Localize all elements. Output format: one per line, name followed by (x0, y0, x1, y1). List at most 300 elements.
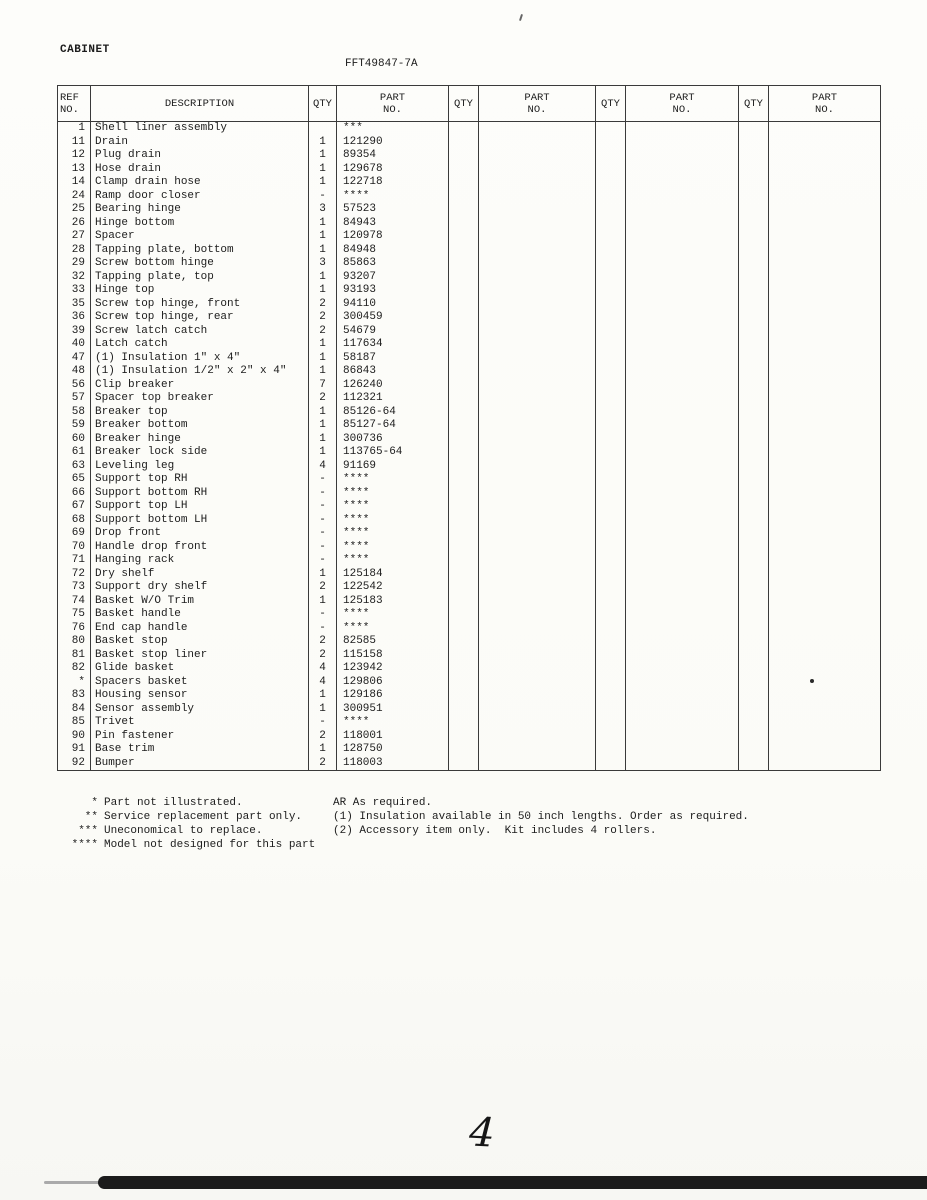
ref-no-cell: 65 (58, 473, 91, 487)
part-no-cell-empty-2 (479, 689, 596, 703)
part-no-cell-empty-4 (769, 743, 881, 757)
part-no-cell-empty-3 (626, 703, 739, 717)
part-no-cell: 120978 (337, 230, 449, 244)
description-cell: Support top RH (91, 473, 309, 487)
footnote-marker: * (91, 797, 98, 809)
qty-cell: 3 (309, 257, 337, 271)
footnote-line (58, 796, 315, 810)
table-row (58, 433, 881, 447)
page-number: 4 (468, 1109, 496, 1157)
qty-cell: 4 (309, 676, 337, 690)
table-row (58, 284, 881, 298)
qty-cell-empty-3 (596, 676, 626, 690)
part-no-cell-empty-2 (479, 446, 596, 460)
description-cell: Screw top hinge, rear (91, 311, 309, 325)
part-no-cell: 118003 (337, 757, 449, 771)
part-no-cell-empty-4 (769, 419, 881, 433)
footnote-text: Part not illustrated. (104, 797, 243, 809)
part-no-cell-empty-2 (479, 176, 596, 190)
qty-cell-empty-2 (449, 568, 479, 582)
qty-cell-empty-4 (739, 257, 769, 271)
part-no-cell: 86843 (337, 365, 449, 379)
qty-cell: 1 (309, 595, 337, 609)
part-no-cell-empty-3 (626, 757, 739, 771)
qty-cell: 1 (309, 433, 337, 447)
qty-cell-empty-4 (739, 622, 769, 636)
qty-cell-empty-2 (449, 460, 479, 474)
description-cell: Housing sensor (91, 689, 309, 703)
description-cell: Leveling leg (91, 460, 309, 474)
part-no-cell-empty-2 (479, 703, 596, 717)
ref-no-cell: 61 (58, 446, 91, 460)
part-no-cell-empty-4 (769, 568, 881, 582)
qty-cell-empty-3 (596, 622, 626, 636)
parts-table-body (58, 122, 881, 771)
table-row (58, 338, 881, 352)
qty-cell-empty-2 (449, 244, 479, 258)
part-no-cell-empty-4 (769, 190, 881, 204)
part-no-cell-empty-3 (626, 271, 739, 285)
qty-cell-empty-4 (739, 527, 769, 541)
qty-cell-empty-4 (739, 716, 769, 730)
table-row (58, 743, 881, 757)
part-no-cell: **** (337, 514, 449, 528)
part-no-cell: **** (337, 487, 449, 501)
qty-cell-empty-3 (596, 662, 626, 676)
scan-artifact (810, 679, 814, 683)
qty-cell: 2 (309, 635, 337, 649)
qty-cell-empty-3 (596, 689, 626, 703)
part-no-cell: 85127-64 (337, 419, 449, 433)
part-no-cell: 125183 (337, 595, 449, 609)
ref-no-cell: 25 (58, 203, 91, 217)
part-no-cell-empty-2 (479, 298, 596, 312)
qty-cell-empty-3 (596, 365, 626, 379)
description-cell: Hinge bottom (91, 217, 309, 231)
qty-cell-empty-4 (739, 190, 769, 204)
ref-no-cell: 71 (58, 554, 91, 568)
part-no-cell-empty-3 (626, 608, 739, 622)
description-cell: Breaker bottom (91, 419, 309, 433)
description-cell: Hanging rack (91, 554, 309, 568)
qty-cell-empty-2 (449, 311, 479, 325)
qty-cell: - (309, 716, 337, 730)
qty-cell-empty-2 (449, 514, 479, 528)
description-cell: Screw top hinge, front (91, 298, 309, 312)
qty-cell-empty-3 (596, 473, 626, 487)
part-no-cell-empty-2 (479, 257, 596, 271)
part-no-cell-empty-3 (626, 581, 739, 595)
part-no-cell-empty-3 (626, 230, 739, 244)
ref-no-cell: 1 (58, 122, 91, 136)
part-no-cell-empty-2 (479, 433, 596, 447)
qty-cell-empty-4 (739, 311, 769, 325)
qty-cell-empty-4 (739, 703, 769, 717)
part-no-cell-empty-2 (479, 730, 596, 744)
table-row (58, 190, 881, 204)
part-no-cell-empty-4 (769, 676, 881, 690)
qty-cell: - (309, 514, 337, 528)
table-row (58, 689, 881, 703)
table-row (58, 406, 881, 420)
col-header-ref-no: REF NO. (58, 86, 91, 122)
description-cell: Support top LH (91, 500, 309, 514)
part-no-cell-empty-2 (479, 487, 596, 501)
part-no-cell-empty-3 (626, 446, 739, 460)
ref-no-cell: * (58, 676, 91, 690)
part-no-cell-empty-2 (479, 554, 596, 568)
col-header-qty-2: QTY (449, 86, 479, 122)
qty-cell: 2 (309, 757, 337, 771)
ref-no-cell: 76 (58, 622, 91, 636)
part-no-cell-empty-3 (626, 244, 739, 258)
qty-cell-empty-2 (449, 230, 479, 244)
part-no-cell-empty-3 (626, 311, 739, 325)
ref-no-cell: 67 (58, 500, 91, 514)
part-no-cell-empty-4 (769, 635, 881, 649)
qty-cell-empty-4 (739, 473, 769, 487)
part-no-cell: **** (337, 527, 449, 541)
description-cell: Drop front (91, 527, 309, 541)
qty-cell: - (309, 554, 337, 568)
footnote-marker: **** (71, 839, 98, 851)
footnote-text: Uneconomical to replace. (104, 825, 263, 837)
qty-cell-empty-4 (739, 136, 769, 150)
qty-cell-empty-2 (449, 271, 479, 285)
qty-cell-empty-4 (739, 595, 769, 609)
part-no-cell-empty-2 (479, 581, 596, 595)
part-no-cell-empty-3 (626, 622, 739, 636)
part-no-cell-empty-4 (769, 730, 881, 744)
part-no-cell-empty-4 (769, 716, 881, 730)
ref-no-cell: 14 (58, 176, 91, 190)
description-cell: Support bottom LH (91, 514, 309, 528)
qty-cell-empty-2 (449, 554, 479, 568)
part-no-cell-empty-4 (769, 473, 881, 487)
qty-cell-empty-3 (596, 244, 626, 258)
qty-cell: 2 (309, 649, 337, 663)
qty-cell-empty-3 (596, 419, 626, 433)
ref-no-cell: 84 (58, 703, 91, 717)
part-no-cell-empty-3 (626, 433, 739, 447)
part-no-cell: 129806 (337, 676, 449, 690)
qty-cell-empty-2 (449, 487, 479, 501)
description-cell: Drain (91, 136, 309, 150)
qty-cell-empty-4 (739, 757, 769, 771)
qty-cell-empty-3 (596, 149, 626, 163)
qty-cell-empty-2 (449, 581, 479, 595)
part-no-cell-empty-4 (769, 379, 881, 393)
part-no-cell: 84948 (337, 244, 449, 258)
qty-cell: 1 (309, 217, 337, 231)
part-no-cell: 85863 (337, 257, 449, 271)
qty-cell: 1 (309, 244, 337, 258)
qty-cell-empty-2 (449, 298, 479, 312)
part-no-cell-empty-4 (769, 149, 881, 163)
qty-cell-empty-4 (739, 122, 769, 136)
qty-cell-empty-3 (596, 716, 626, 730)
qty-cell-empty-2 (449, 352, 479, 366)
part-no-cell-empty-2 (479, 352, 596, 366)
qty-cell-empty-4 (739, 298, 769, 312)
qty-cell-empty-4 (739, 163, 769, 177)
table-row (58, 568, 881, 582)
ref-no-cell: 72 (58, 568, 91, 582)
part-no-cell-empty-4 (769, 703, 881, 717)
qty-cell-empty-4 (739, 352, 769, 366)
part-no-cell: 82585 (337, 635, 449, 649)
col-header-qty-3: QTY (596, 86, 626, 122)
qty-cell-empty-2 (449, 365, 479, 379)
description-cell: Hose drain (91, 163, 309, 177)
table-header-row (58, 86, 881, 122)
qty-cell-empty-2 (449, 743, 479, 757)
part-no-cell: 91169 (337, 460, 449, 474)
ref-no-cell: 85 (58, 716, 91, 730)
scan-edge (44, 1181, 102, 1184)
description-cell: Sensor assembly (91, 703, 309, 717)
qty-cell-empty-3 (596, 554, 626, 568)
table-row (58, 581, 881, 595)
ref-no-cell: 11 (58, 136, 91, 150)
table-row (58, 635, 881, 649)
qty-cell-empty-4 (739, 662, 769, 676)
part-no-cell-empty-3 (626, 257, 739, 271)
part-no-cell-empty-3 (626, 149, 739, 163)
part-no-cell-empty-2 (479, 217, 596, 231)
part-no-cell-empty-4 (769, 136, 881, 150)
part-no-cell-empty-3 (626, 527, 739, 541)
ref-no-cell: 73 (58, 581, 91, 595)
table-row (58, 298, 881, 312)
qty-cell: - (309, 608, 337, 622)
part-no-cell-empty-3 (626, 203, 739, 217)
part-no-cell-empty-2 (479, 514, 596, 528)
qty-cell: 1 (309, 365, 337, 379)
qty-cell-empty-2 (449, 703, 479, 717)
part-no-cell-empty-2 (479, 622, 596, 636)
description-cell: Bearing hinge (91, 203, 309, 217)
qty-cell-empty-4 (739, 433, 769, 447)
qty-cell: 1 (309, 689, 337, 703)
part-no-cell-empty-3 (626, 163, 739, 177)
ref-no-cell: 29 (58, 257, 91, 271)
qty-cell-empty-4 (739, 244, 769, 258)
part-no-cell-empty-3 (626, 460, 739, 474)
qty-cell-empty-3 (596, 541, 626, 555)
part-no-cell: 125184 (337, 568, 449, 582)
ref-no-cell: 13 (58, 163, 91, 177)
qty-cell: - (309, 541, 337, 555)
ref-no-cell: 26 (58, 217, 91, 231)
table-row (58, 311, 881, 325)
part-no-cell-empty-2 (479, 325, 596, 339)
part-no-cell-empty-2 (479, 406, 596, 420)
part-no-cell-empty-3 (626, 325, 739, 339)
qty-cell-empty-2 (449, 392, 479, 406)
ref-no-cell: 48 (58, 365, 91, 379)
part-no-cell-empty-4 (769, 230, 881, 244)
part-no-cell: **** (337, 554, 449, 568)
part-no-cell-empty-2 (479, 568, 596, 582)
qty-cell-empty-2 (449, 217, 479, 231)
part-no-cell: **** (337, 608, 449, 622)
ref-no-cell: 82 (58, 662, 91, 676)
part-no-cell: 121290 (337, 136, 449, 150)
description-cell: Spacer (91, 230, 309, 244)
part-no-cell-empty-3 (626, 568, 739, 582)
qty-cell-empty-3 (596, 568, 626, 582)
scan-edge (98, 1176, 927, 1189)
table-row (58, 203, 881, 217)
part-no-cell-empty-2 (479, 500, 596, 514)
description-cell: Bumper (91, 757, 309, 771)
part-no-cell-empty-3 (626, 541, 739, 555)
part-no-cell-empty-4 (769, 122, 881, 136)
qty-cell-empty-3 (596, 757, 626, 771)
table-row (58, 379, 881, 393)
part-no-cell-empty-3 (626, 136, 739, 150)
part-no-cell-empty-4 (769, 689, 881, 703)
part-no-cell-empty-4 (769, 257, 881, 271)
qty-cell-empty-4 (739, 406, 769, 420)
qty-cell-empty-2 (449, 527, 479, 541)
part-no-cell-empty-3 (626, 190, 739, 204)
part-no-cell: 93207 (337, 271, 449, 285)
qty-cell: 1 (309, 703, 337, 717)
table-row (58, 662, 881, 676)
table-row (58, 217, 881, 231)
qty-cell: 7 (309, 379, 337, 393)
qty-cell-empty-3 (596, 136, 626, 150)
part-no-cell: 123942 (337, 662, 449, 676)
qty-cell-empty-2 (449, 716, 479, 730)
part-no-cell-empty-3 (626, 635, 739, 649)
qty-cell-empty-2 (449, 325, 479, 339)
table-row (58, 392, 881, 406)
table-row (58, 527, 881, 541)
table-row (58, 419, 881, 433)
table-row (58, 446, 881, 460)
qty-cell-empty-3 (596, 514, 626, 528)
description-cell: Glide basket (91, 662, 309, 676)
description-cell: Hinge top (91, 284, 309, 298)
qty-cell: 2 (309, 311, 337, 325)
qty-cell-empty-3 (596, 311, 626, 325)
table-row (58, 622, 881, 636)
qty-cell: 1 (309, 230, 337, 244)
part-no-cell-empty-3 (626, 473, 739, 487)
ref-no-cell: 70 (58, 541, 91, 555)
qty-cell-empty-4 (739, 487, 769, 501)
part-no-cell-empty-2 (479, 230, 596, 244)
qty-cell: 1 (309, 163, 337, 177)
description-cell: Breaker top (91, 406, 309, 420)
table-row (58, 325, 881, 339)
description-cell: Ramp door closer (91, 190, 309, 204)
ref-no-cell: 66 (58, 487, 91, 501)
qty-cell-empty-2 (449, 730, 479, 744)
qty-cell: - (309, 190, 337, 204)
col-header-part-no-4: PART NO. (769, 86, 881, 122)
part-no-cell-empty-4 (769, 500, 881, 514)
description-cell: Tapping plate, top (91, 271, 309, 285)
ref-no-cell: 63 (58, 460, 91, 474)
part-no-cell-empty-2 (479, 271, 596, 285)
part-no-cell-empty-4 (769, 271, 881, 285)
qty-cell-empty-3 (596, 460, 626, 474)
qty-cell-empty-4 (739, 689, 769, 703)
part-no-cell-empty-3 (626, 649, 739, 663)
part-no-cell-empty-2 (479, 541, 596, 555)
part-no-cell-empty-3 (626, 730, 739, 744)
part-no-cell: 129186 (337, 689, 449, 703)
part-no-cell-empty-3 (626, 500, 739, 514)
qty-cell-empty-2 (449, 473, 479, 487)
description-cell: (1) Insulation 1" x 4" (91, 352, 309, 366)
table-row (58, 595, 881, 609)
qty-cell: 4 (309, 460, 337, 474)
part-no-cell: 93193 (337, 284, 449, 298)
part-no-cell-empty-2 (479, 149, 596, 163)
table-row (58, 757, 881, 771)
qty-cell: 1 (309, 176, 337, 190)
ref-no-cell: 83 (58, 689, 91, 703)
part-no-cell-empty-2 (479, 743, 596, 757)
part-no-cell-empty-4 (769, 163, 881, 177)
description-cell: Breaker lock side (91, 446, 309, 460)
description-cell: Trivet (91, 716, 309, 730)
qty-cell-empty-3 (596, 649, 626, 663)
qty-cell-empty-3 (596, 379, 626, 393)
ref-no-cell: 27 (58, 230, 91, 244)
qty-cell: 1 (309, 271, 337, 285)
part-no-cell-empty-2 (479, 460, 596, 474)
qty-cell-empty-4 (739, 649, 769, 663)
qty-cell-empty-3 (596, 703, 626, 717)
part-no-cell: 128750 (337, 743, 449, 757)
table-row (58, 500, 881, 514)
qty-cell-empty-3 (596, 230, 626, 244)
qty-cell: 1 (309, 338, 337, 352)
qty-cell: 1 (309, 352, 337, 366)
ref-no-cell: 68 (58, 514, 91, 528)
part-no-cell-empty-2 (479, 311, 596, 325)
ref-no-cell: 12 (58, 149, 91, 163)
qty-cell: 2 (309, 730, 337, 744)
qty-cell-empty-4 (739, 392, 769, 406)
qty-cell-empty-3 (596, 487, 626, 501)
part-no-cell-empty-4 (769, 203, 881, 217)
footnote-line (58, 838, 315, 852)
part-no-cell-empty-3 (626, 392, 739, 406)
qty-cell-empty-2 (449, 136, 479, 150)
qty-cell-empty-4 (739, 514, 769, 528)
parts-table (57, 85, 881, 771)
qty-cell-empty-4 (739, 284, 769, 298)
qty-cell: - (309, 500, 337, 514)
qty-cell-empty-2 (449, 419, 479, 433)
qty-cell-empty-3 (596, 608, 626, 622)
qty-cell-empty-2 (449, 379, 479, 393)
part-no-cell-empty-2 (479, 365, 596, 379)
part-no-cell: 122718 (337, 176, 449, 190)
ref-no-cell: 80 (58, 635, 91, 649)
table-row (58, 730, 881, 744)
qty-cell-empty-4 (739, 338, 769, 352)
part-no-cell-empty-3 (626, 743, 739, 757)
qty-cell: - (309, 622, 337, 636)
